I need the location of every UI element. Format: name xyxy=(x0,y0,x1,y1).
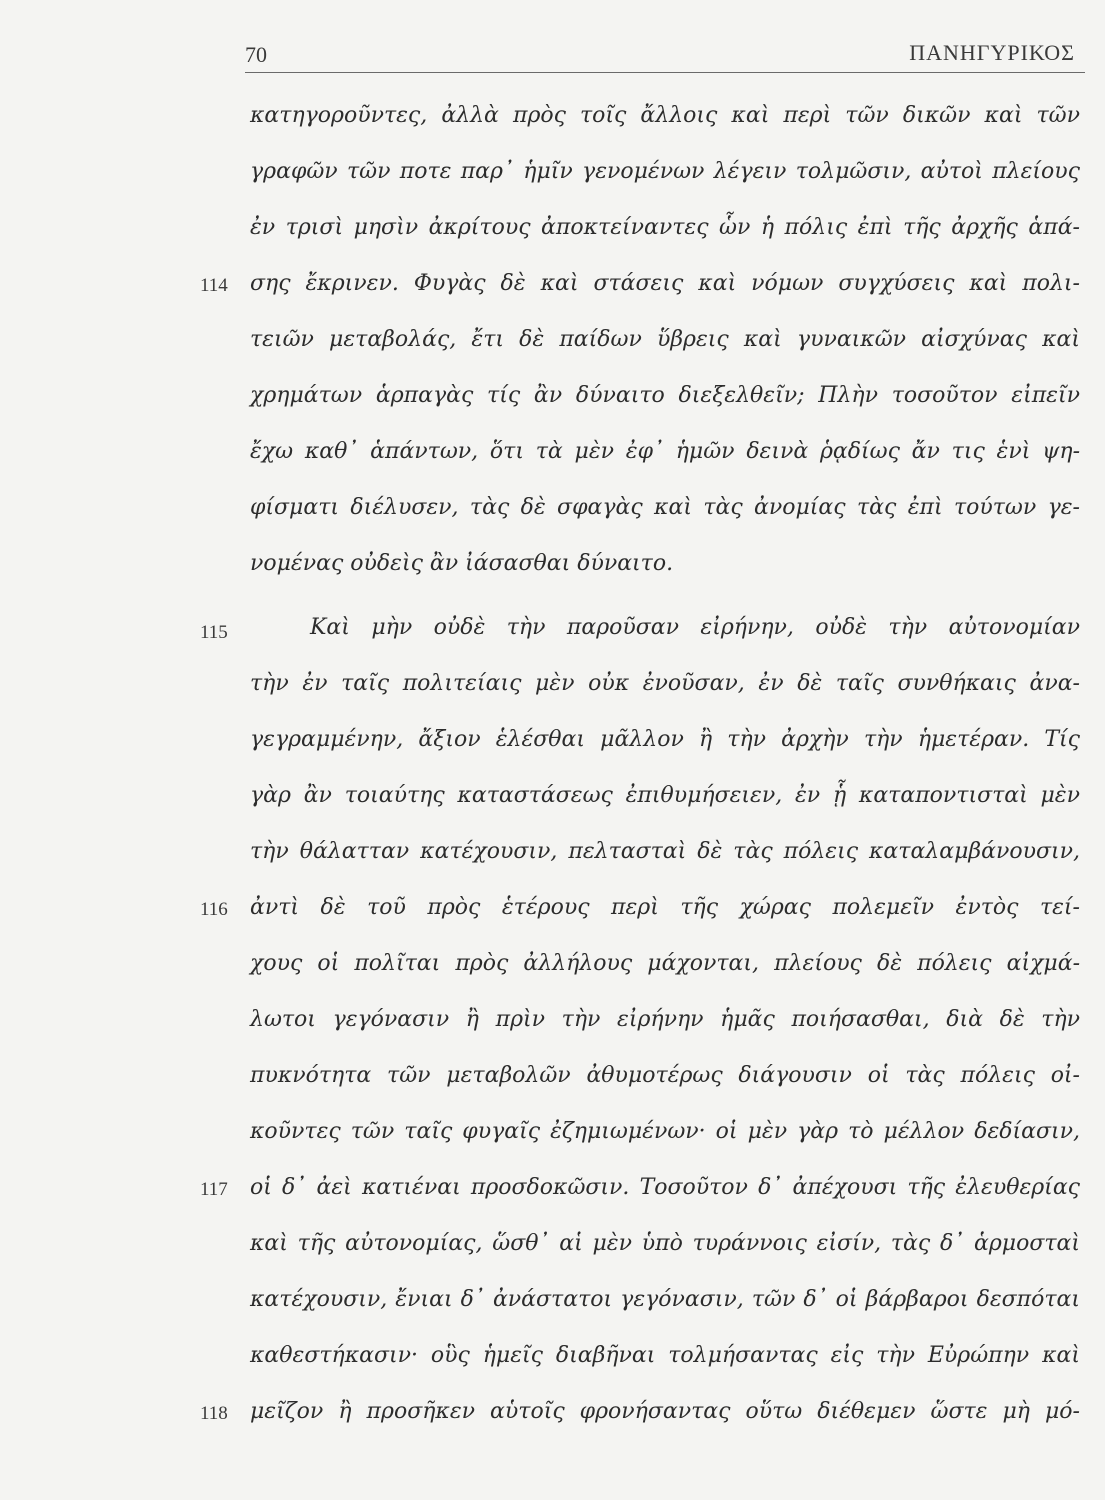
text-line-13: γὰρ ἂν τοιαύτης καταστάσεως ἐπιθυμήσειεν, ἐν ᾗ καταποντισταὶ μὲν xyxy=(250,783,1080,808)
text-line-8: φίσματι διέλυσεν, τὰς δὲ σφαγὰς καὶ τὰς ἀνομίας τὰς ἐπὶ τούτων γε- xyxy=(250,495,1080,520)
text-line-19: κοῦντες τῶν ταῖς φυγαῖς ἐζημιωμένων· οἱ μὲν γὰρ τὸ μέλλον δεδίασιν, xyxy=(250,1119,1080,1144)
running-title: ΠΑΝΗΓΥΡΙΚΟΣ xyxy=(909,40,1075,65)
section-number-117: 117 xyxy=(200,1179,228,1200)
text-line-18: πυκνότητα τῶν μεταβολῶν ἀθυμοτέρως διάγουσιν οἱ τὰς πόλεις οἰ- xyxy=(250,1063,1080,1088)
section-number-116: 116 xyxy=(200,899,228,920)
text-line-22: κατέχουσιν, ἔνιαι δ᾽ ἀνάστατοι γεγόνασιν, τῶν δ᾽ οἱ βάρβαροι δεσπόται xyxy=(250,1287,1080,1312)
text-line-15: ἀντὶ δὲ τοῦ πρὸς ἑτέρους περὶ τῆς χώρας πολεμεῖν ἐντὸς τεί- xyxy=(250,895,1080,920)
text-line-3: ἐν τρισὶ μησὶν ἀκρίτους ἀποκτείναντες ὧν ἡ πόλις ἐπὶ τῆς ἀρχῆς ἁπά- xyxy=(250,215,1080,240)
text-line-7: ἔχω καθ᾽ ἁπάντων, ὅτι τὰ μὲν ἐφ᾽ ἡμῶν δεινὰ ῥᾳδίως ἄν τις ἑνὶ ψη- xyxy=(250,439,1080,464)
text-line-20: οἱ δ᾽ ἀεὶ κατιέναι προσδοκῶσιν. Τοσοῦτον δ᾽ ἀπέχουσι τῆς ἐλευθερίας xyxy=(250,1175,1080,1200)
text-line-10: Καὶ μὴν οὐδὲ τὴν παροῦσαν εἰρήνην, οὐδὲ τὴν αὐτονομίαν xyxy=(310,615,1080,640)
page-number: 70 xyxy=(245,42,267,67)
page-header xyxy=(245,34,1085,74)
section-number-114: 114 xyxy=(200,275,228,296)
header-rule xyxy=(245,72,1085,73)
text-line-2: γραφῶν τῶν ποτε παρ᾽ ἡμῖν γενομένων λέγειν τολμῶσιν, αὐτοὶ πλείους xyxy=(250,159,1080,184)
text-line-21: καὶ τῆς αὐτονομίας, ὥσθ᾽ αἱ μὲν ὑπὸ τυράννοις εἰσίν, τὰς δ᾽ ἁρμοσταὶ xyxy=(250,1231,1080,1256)
text-line-16: χους οἱ πολῖται πρὸς ἀλλήλους μάχονται, πλείους δὲ πόλεις αἰχμά- xyxy=(250,951,1080,976)
text-line-11: τὴν ἐν ταῖς πολιτείαις μὲν οὐκ ἐνοῦσαν, ἐν δὲ ταῖς συνθήκαις ἀνα- xyxy=(250,671,1080,696)
text-line-9: νομένας οὐδεὶς ἂν ἰάσασθαι δύναιτο. xyxy=(250,551,674,576)
text-line-14: τὴν θάλατταν κατέχουσιν, πελτασταὶ δὲ τὰς πόλεις καταλαμβάνουσιν, xyxy=(250,839,1080,864)
section-number-115: 115 xyxy=(200,622,228,643)
text-line-1: κατηγοροῦντες, ἀλλὰ πρὸς τοῖς ἄλλοις καὶ περὶ τῶν δικῶν καὶ τῶν xyxy=(250,103,1080,128)
section-number-118: 118 xyxy=(200,1403,228,1424)
text-line-24: μεῖζον ἢ προσῆκεν αὑτοῖς φρονήσαντας οὕτω διέθεμεν ὥστε μὴ μό- xyxy=(250,1399,1080,1424)
text-line-4: σης ἔκρινεν. Φυγὰς δὲ καὶ στάσεις καὶ νόμων συγχύσεις καὶ πολι- xyxy=(250,271,1080,296)
text-line-6: χρημάτων ἁρπαγὰς τίς ἂν δύναιτο διεξελθεῖν; Πλὴν τοσοῦτον εἰπεῖν xyxy=(250,383,1080,408)
text-line-23: καθεστήκασιν· οὓς ἡμεῖς διαβῆναι τολμήσαντας εἰς τὴν Εὐρώπην καὶ xyxy=(250,1343,1080,1368)
text-line-5: τειῶν μεταβολάς, ἔτι δὲ παίδων ὕβρεις καὶ γυναικῶν αἰσχύνας καὶ xyxy=(250,327,1080,352)
text-line-17: λωτοι γεγόνασιν ἢ πρὶν τὴν εἰρήνην ἡμᾶς ποιήσασθαι, διὰ δὲ τὴν xyxy=(250,1007,1080,1032)
text-line-12: γεγραμμένην, ἄξιον ἑλέσθαι μᾶλλον ἢ τὴν ἀρχὴν τὴν ἡμετέραν. Τίς xyxy=(250,727,1080,752)
